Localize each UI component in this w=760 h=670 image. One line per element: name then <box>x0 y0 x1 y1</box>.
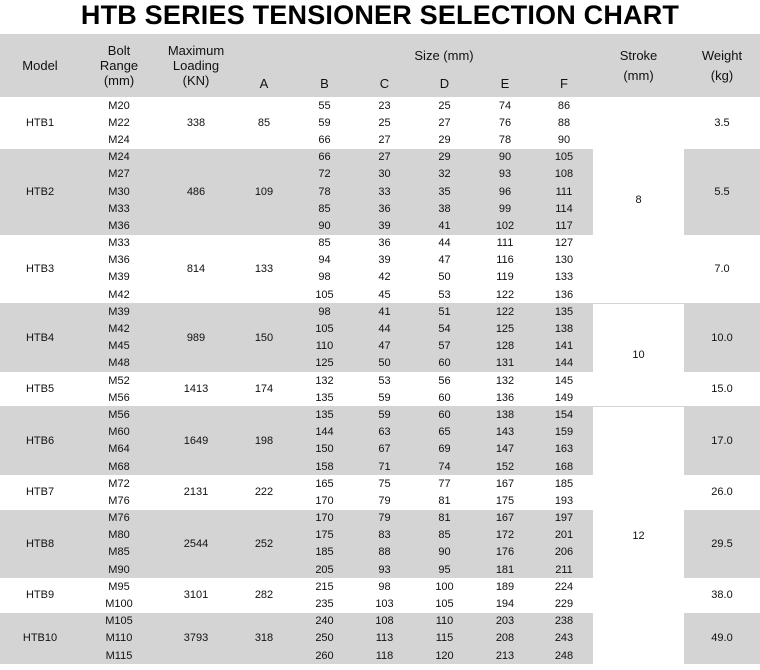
size-b-cell: 94 <box>294 252 355 269</box>
size-c-cell: 75 <box>355 475 414 492</box>
loading-cell: 3101 <box>158 578 234 612</box>
size-e-cell: 138 <box>475 406 535 423</box>
size-f-cell: 145 <box>535 372 593 389</box>
bolt-cell: M36 <box>80 252 158 269</box>
size-d-cell: 25 <box>414 97 475 114</box>
bolt-cell: M56 <box>80 406 158 423</box>
bolt-cell: M39 <box>80 303 158 320</box>
size-b-cell: 175 <box>294 527 355 544</box>
model-cell: HTB9 <box>0 578 80 612</box>
header-col-c: C <box>355 34 414 97</box>
bolt-cell: M100 <box>80 595 158 612</box>
size-b-cell: 135 <box>294 406 355 423</box>
size-b-cell: 98 <box>294 303 355 320</box>
weight-cell: 15.0 <box>684 372 760 406</box>
size-c-cell: 108 <box>355 613 414 630</box>
header-weight: Weight (kg) <box>684 34 760 97</box>
size-f-cell: 201 <box>535 527 593 544</box>
bolt-cell: M115 <box>80 647 158 664</box>
model-cell: HTB1 <box>0 97 80 149</box>
size-d-cell: 81 <box>414 510 475 527</box>
size-b-cell: 110 <box>294 338 355 355</box>
size-c-cell: 47 <box>355 338 414 355</box>
size-b-cell: 125 <box>294 355 355 372</box>
size-c-cell: 53 <box>355 372 414 389</box>
size-d-cell: 77 <box>414 475 475 492</box>
size-f-cell: 248 <box>535 647 593 664</box>
weight-cell: 7.0 <box>684 235 760 304</box>
loading-cell: 1649 <box>158 406 234 475</box>
header-row <box>0 34 760 97</box>
header-col-e: E <box>475 34 535 97</box>
size-d-cell: 60 <box>414 355 475 372</box>
size-f-cell: 114 <box>535 200 593 217</box>
size-c-cell: 30 <box>355 166 414 183</box>
header-bolt-range: Bolt Range (mm) <box>80 34 158 97</box>
size-b-cell: 215 <box>294 578 355 595</box>
size-c-cell: 113 <box>355 630 414 647</box>
size-e-cell: 189 <box>475 578 535 595</box>
loading-cell: 338 <box>158 97 234 149</box>
bolt-cell: M22 <box>80 114 158 131</box>
bolt-cell: M110 <box>80 630 158 647</box>
header-col-b: B <box>294 34 355 97</box>
header-size: Size (mm) <box>414 48 474 63</box>
size-e-cell: 122 <box>475 286 535 303</box>
size-a-cell: 198 <box>234 406 294 475</box>
size-d-cell: 74 <box>414 458 475 475</box>
size-b-cell: 240 <box>294 613 355 630</box>
size-c-cell: 27 <box>355 131 414 148</box>
size-c-cell: 118 <box>355 647 414 664</box>
size-e-cell: 213 <box>475 647 535 664</box>
bolt-cell: M39 <box>80 269 158 286</box>
size-b-cell: 85 <box>294 200 355 217</box>
size-d-cell: 44 <box>414 235 475 252</box>
size-f-cell: 159 <box>535 424 593 441</box>
size-b-cell: 98 <box>294 269 355 286</box>
size-d-cell: 54 <box>414 320 475 337</box>
stroke-cell: 8 <box>593 97 684 303</box>
size-b-cell: 205 <box>294 561 355 578</box>
size-c-cell: 25 <box>355 114 414 131</box>
size-c-cell: 36 <box>355 235 414 252</box>
size-e-cell: 203 <box>475 613 535 630</box>
size-b-cell: 260 <box>294 647 355 664</box>
size-f-cell: 168 <box>535 458 593 475</box>
size-c-cell: 44 <box>355 320 414 337</box>
bolt-cell: M52 <box>80 372 158 389</box>
loading-cell: 3793 <box>158 613 234 665</box>
size-f-cell: 154 <box>535 406 593 423</box>
size-b-cell: 170 <box>294 492 355 509</box>
size-c-cell: 39 <box>355 252 414 269</box>
size-a-cell: 109 <box>234 149 294 235</box>
size-b-cell: 185 <box>294 544 355 561</box>
size-b-cell: 135 <box>294 389 355 406</box>
bolt-cell: M20 <box>80 97 158 114</box>
bolt-cell: M95 <box>80 578 158 595</box>
size-a-cell: 85 <box>234 97 294 149</box>
size-e-cell: 167 <box>475 510 535 527</box>
size-d-cell: 32 <box>414 166 475 183</box>
size-c-cell: 42 <box>355 269 414 286</box>
size-e-cell: 143 <box>475 424 535 441</box>
size-e-cell: 194 <box>475 595 535 612</box>
loading-cell: 486 <box>158 149 234 235</box>
size-d-cell: 29 <box>414 149 475 166</box>
size-e-cell: 181 <box>475 561 535 578</box>
size-f-cell: 130 <box>535 252 593 269</box>
size-d-cell: 35 <box>414 183 475 200</box>
bolt-cell: M33 <box>80 200 158 217</box>
size-e-cell: 208 <box>475 630 535 647</box>
size-e-cell: 132 <box>475 372 535 389</box>
bolt-cell: M42 <box>80 320 158 337</box>
size-a-cell: 174 <box>234 372 294 406</box>
model-cell: HTB8 <box>0 510 80 579</box>
size-f-cell: 211 <box>535 561 593 578</box>
weight-cell: 26.0 <box>684 475 760 509</box>
model-cell: HTB3 <box>0 235 80 304</box>
bolt-cell: M64 <box>80 441 158 458</box>
size-d-cell: 69 <box>414 441 475 458</box>
bolt-cell: M80 <box>80 527 158 544</box>
size-b-cell: 90 <box>294 217 355 234</box>
table-row <box>0 406 760 423</box>
bolt-cell: M24 <box>80 131 158 148</box>
size-d-cell: 110 <box>414 613 475 630</box>
model-cell: HTB6 <box>0 406 80 475</box>
size-b-cell: 66 <box>294 149 355 166</box>
size-e-cell: 78 <box>475 131 535 148</box>
size-c-cell: 33 <box>355 183 414 200</box>
bolt-cell: M76 <box>80 510 158 527</box>
size-e-cell: 122 <box>475 303 535 320</box>
size-f-cell: 238 <box>535 613 593 630</box>
bolt-cell: M60 <box>80 424 158 441</box>
size-c-cell: 79 <box>355 510 414 527</box>
size-c-cell: 79 <box>355 492 414 509</box>
table-row <box>0 97 760 114</box>
size-d-cell: 50 <box>414 269 475 286</box>
size-a-cell: 222 <box>234 475 294 509</box>
bolt-cell: M85 <box>80 544 158 561</box>
size-c-cell: 39 <box>355 217 414 234</box>
size-f-cell: 163 <box>535 441 593 458</box>
size-e-cell: 90 <box>475 149 535 166</box>
size-e-cell: 102 <box>475 217 535 234</box>
loading-cell: 2544 <box>158 510 234 579</box>
bolt-cell: M48 <box>80 355 158 372</box>
size-c-cell: 45 <box>355 286 414 303</box>
size-b-cell: 165 <box>294 475 355 492</box>
size-e-cell: 125 <box>475 320 535 337</box>
size-e-cell: 176 <box>475 544 535 561</box>
weight-cell: 29.5 <box>684 510 760 579</box>
size-b-cell: 78 <box>294 183 355 200</box>
size-e-cell: 96 <box>475 183 535 200</box>
size-f-cell: 111 <box>535 183 593 200</box>
bolt-cell: M68 <box>80 458 158 475</box>
size-b-cell: 144 <box>294 424 355 441</box>
model-cell: HTB7 <box>0 475 80 509</box>
size-e-cell: 167 <box>475 475 535 492</box>
header-col-d: Size (mm) D <box>414 34 475 97</box>
weight-cell: 49.0 <box>684 613 760 665</box>
loading-cell: 2131 <box>158 475 234 509</box>
size-c-cell: 67 <box>355 441 414 458</box>
loading-cell: 1413 <box>158 372 234 406</box>
model-cell: HTB10 <box>0 613 80 665</box>
size-e-cell: 111 <box>475 235 535 252</box>
size-d-cell: 47 <box>414 252 475 269</box>
size-d-cell: 53 <box>414 286 475 303</box>
size-e-cell: 152 <box>475 458 535 475</box>
size-a-cell: 133 <box>234 235 294 304</box>
size-f-cell: 88 <box>535 114 593 131</box>
loading-cell: 989 <box>158 303 234 372</box>
size-d-cell: 115 <box>414 630 475 647</box>
bolt-cell: M90 <box>80 561 158 578</box>
size-c-cell: 41 <box>355 303 414 320</box>
size-e-cell: 172 <box>475 527 535 544</box>
size-b-cell: 170 <box>294 510 355 527</box>
size-b-cell: 72 <box>294 166 355 183</box>
size-b-cell: 66 <box>294 131 355 148</box>
size-e-cell: 99 <box>475 200 535 217</box>
size-c-cell: 71 <box>355 458 414 475</box>
size-e-cell: 175 <box>475 492 535 509</box>
size-f-cell: 117 <box>535 217 593 234</box>
size-d-cell: 120 <box>414 647 475 664</box>
size-c-cell: 50 <box>355 355 414 372</box>
size-f-cell: 144 <box>535 355 593 372</box>
size-d-cell: 81 <box>414 492 475 509</box>
header-col-f: F <box>535 34 593 97</box>
size-f-cell: 136 <box>535 286 593 303</box>
weight-cell: 5.5 <box>684 149 760 235</box>
chart-title: HTB SERIES TENSIONER SELECTION CHART <box>80 0 680 30</box>
bolt-cell: M45 <box>80 338 158 355</box>
bolt-cell: M76 <box>80 492 158 509</box>
size-b-cell: 132 <box>294 372 355 389</box>
size-f-cell: 141 <box>535 338 593 355</box>
bolt-cell: M27 <box>80 166 158 183</box>
size-c-cell: 63 <box>355 424 414 441</box>
size-d-cell: 95 <box>414 561 475 578</box>
size-a-cell: 252 <box>234 510 294 579</box>
size-d-cell: 65 <box>414 424 475 441</box>
size-c-cell: 36 <box>355 200 414 217</box>
header-col-a: A <box>234 34 294 97</box>
size-e-cell: 93 <box>475 166 535 183</box>
size-e-cell: 147 <box>475 441 535 458</box>
size-a-cell: 318 <box>234 613 294 665</box>
size-b-cell: 105 <box>294 286 355 303</box>
size-c-cell: 83 <box>355 527 414 544</box>
size-b-cell: 250 <box>294 630 355 647</box>
size-f-cell: 138 <box>535 320 593 337</box>
bolt-cell: M72 <box>80 475 158 492</box>
header-max-loading: Maximum Loading (KN) <box>158 34 234 97</box>
model-cell: HTB5 <box>0 372 80 406</box>
size-f-cell: 229 <box>535 595 593 612</box>
size-f-cell: 197 <box>535 510 593 527</box>
size-f-cell: 224 <box>535 578 593 595</box>
size-b-cell: 55 <box>294 97 355 114</box>
size-d-cell: 38 <box>414 200 475 217</box>
size-d-cell: 105 <box>414 595 475 612</box>
size-f-cell: 108 <box>535 166 593 183</box>
size-c-cell: 59 <box>355 406 414 423</box>
size-b-cell: 150 <box>294 441 355 458</box>
size-f-cell: 86 <box>535 97 593 114</box>
bolt-cell: M42 <box>80 286 158 303</box>
size-e-cell: 119 <box>475 269 535 286</box>
size-d-cell: 57 <box>414 338 475 355</box>
size-d-cell: 85 <box>414 527 475 544</box>
bolt-cell: M105 <box>80 613 158 630</box>
size-f-cell: 90 <box>535 131 593 148</box>
size-d-cell: 90 <box>414 544 475 561</box>
size-c-cell: 59 <box>355 389 414 406</box>
table-row <box>0 303 760 320</box>
size-e-cell: 128 <box>475 338 535 355</box>
bolt-cell: M33 <box>80 235 158 252</box>
weight-cell: 38.0 <box>684 578 760 612</box>
size-f-cell: 206 <box>535 544 593 561</box>
size-c-cell: 98 <box>355 578 414 595</box>
bolt-cell: M56 <box>80 389 158 406</box>
loading-cell: 814 <box>158 235 234 304</box>
weight-cell: 17.0 <box>684 406 760 475</box>
size-f-cell: 243 <box>535 630 593 647</box>
size-b-cell: 85 <box>294 235 355 252</box>
bolt-cell: M36 <box>80 217 158 234</box>
table-body <box>0 97 760 664</box>
selection-table <box>0 34 760 664</box>
size-f-cell: 185 <box>535 475 593 492</box>
size-a-cell: 282 <box>234 578 294 612</box>
size-d-cell: 27 <box>414 114 475 131</box>
size-f-cell: 133 <box>535 269 593 286</box>
size-d-cell: 41 <box>414 217 475 234</box>
stroke-cell: 10 <box>593 303 684 406</box>
weight-cell: 3.5 <box>684 97 760 149</box>
size-e-cell: 116 <box>475 252 535 269</box>
weight-cell: 10.0 <box>684 303 760 372</box>
size-b-cell: 235 <box>294 595 355 612</box>
bolt-cell: M24 <box>80 149 158 166</box>
size-d-cell: 100 <box>414 578 475 595</box>
bolt-cell: M30 <box>80 183 158 200</box>
size-b-cell: 105 <box>294 320 355 337</box>
size-c-cell: 27 <box>355 149 414 166</box>
size-d-cell: 51 <box>414 303 475 320</box>
size-d-cell: 60 <box>414 406 475 423</box>
size-d-cell: 60 <box>414 389 475 406</box>
size-e-cell: 136 <box>475 389 535 406</box>
header-model: Model <box>0 34 80 97</box>
size-a-cell: 150 <box>234 303 294 372</box>
size-e-cell: 74 <box>475 97 535 114</box>
model-cell: HTB4 <box>0 303 80 372</box>
model-cell: HTB2 <box>0 149 80 235</box>
size-e-cell: 76 <box>475 114 535 131</box>
size-b-cell: 59 <box>294 114 355 131</box>
size-c-cell: 88 <box>355 544 414 561</box>
size-b-cell: 158 <box>294 458 355 475</box>
size-d-cell: 29 <box>414 131 475 148</box>
size-f-cell: 105 <box>535 149 593 166</box>
size-d-cell: 56 <box>414 372 475 389</box>
size-c-cell: 23 <box>355 97 414 114</box>
header-stroke: Stroke (mm) <box>593 34 684 97</box>
size-f-cell: 149 <box>535 389 593 406</box>
size-f-cell: 127 <box>535 235 593 252</box>
size-f-cell: 193 <box>535 492 593 509</box>
size-c-cell: 103 <box>355 595 414 612</box>
size-c-cell: 93 <box>355 561 414 578</box>
size-f-cell: 135 <box>535 303 593 320</box>
size-e-cell: 131 <box>475 355 535 372</box>
stroke-cell: 12 <box>593 406 684 664</box>
